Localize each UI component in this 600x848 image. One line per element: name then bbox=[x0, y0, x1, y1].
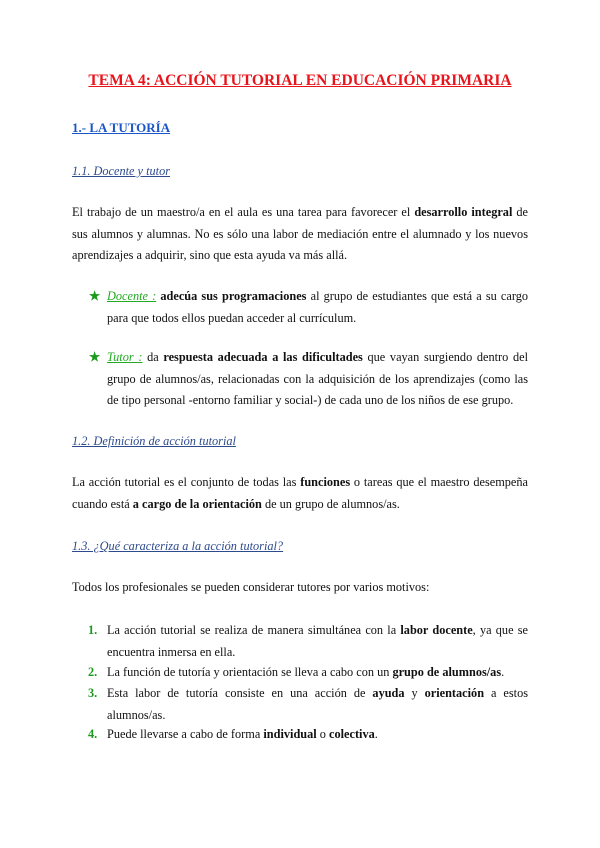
text: y bbox=[404, 686, 425, 700]
text: , ya que se encuentra inmersa en ella. bbox=[107, 623, 528, 659]
bold-text: ayuda bbox=[372, 686, 405, 700]
text: Esta labor de tutoría consiste en una acción de bbox=[107, 686, 373, 700]
list-number: 1. bbox=[88, 623, 98, 637]
bold-text: orientación bbox=[424, 686, 485, 700]
text: La función de tutoría y orientación se lleva a cabo con un bbox=[107, 665, 393, 679]
list-item bbox=[107, 620, 528, 663]
star-bullet-icon: ★ bbox=[89, 350, 101, 364]
text: Todos los profesionales se pueden considerar tutores por varios motivos: bbox=[72, 580, 430, 594]
subheading-caracteriza: 1.3. ¿Qué caracteriza a la acción tutorial? bbox=[72, 539, 284, 553]
bold-text: colectiva bbox=[329, 727, 375, 741]
text: o tareas que el maestro desempeña cuando está bbox=[72, 475, 528, 511]
text: La acción tutorial se realiza de manera simultánea con la bbox=[107, 623, 401, 637]
bold-text: funciones bbox=[300, 475, 351, 489]
text: . bbox=[374, 727, 378, 741]
bold-text: grupo de alumnos/as bbox=[392, 665, 502, 679]
text: al grupo de estudiantes que está a su cargo para que todos ellos puedan acceder al currículum. bbox=[107, 289, 528, 325]
text: . bbox=[501, 665, 505, 679]
bold-text: respuesta adecuada a las dificultades bbox=[163, 350, 363, 364]
list-number: 4. bbox=[88, 727, 98, 741]
bullet-text bbox=[107, 289, 528, 325]
bullet-label: Docente : bbox=[107, 289, 157, 303]
subheading-docente-tutor: 1.1. Docente y tutor bbox=[72, 164, 171, 178]
bold-text: individual bbox=[263, 727, 317, 741]
bold-text: desarrollo integral bbox=[414, 205, 513, 219]
text: o bbox=[316, 727, 329, 741]
text: Puede llevarse a cabo de forma bbox=[107, 727, 264, 741]
section-heading-tutoria: 1.- LA TUTORÍA bbox=[72, 120, 171, 135]
subheading-definicion: 1.2. Definición de acción tutorial bbox=[72, 434, 236, 448]
text: El trabajo de un maestro/a en el aula es una tarea para favorecer el bbox=[72, 205, 415, 219]
text: La acción tutorial es el conjunto de todas las bbox=[72, 475, 301, 489]
bullet-docente bbox=[107, 286, 528, 329]
text: de un grupo de alumnos/as. bbox=[261, 496, 400, 511]
paragraph-intro bbox=[72, 202, 528, 267]
bold-text: labor docente bbox=[400, 623, 473, 637]
list-number: 2. bbox=[88, 665, 98, 679]
text: da bbox=[142, 350, 164, 364]
bold-text: adecúa sus programaciones bbox=[160, 289, 307, 303]
star-bullet-icon: ★ bbox=[89, 289, 101, 303]
list-item bbox=[107, 662, 528, 684]
bold-text: a cargo de la orientación bbox=[132, 496, 262, 511]
text: a estos alumnos/as. bbox=[107, 686, 529, 722]
document-title: TEMA 4: ACCIÓN TUTORIAL EN EDUCACIÓN PRIMARIA bbox=[88, 72, 512, 89]
list-item bbox=[107, 683, 528, 726]
list-number: 3. bbox=[88, 686, 98, 700]
paragraph-motivos bbox=[72, 577, 528, 599]
text: de sus alumnos y alumnas. No es sólo una labor de mediación entre el alumnado y los nuevos aprendizajes a adquirir, sino que esta ayuda va más allá. bbox=[72, 205, 528, 262]
bullet-label: Tutor : bbox=[107, 350, 143, 364]
list-item bbox=[107, 724, 528, 746]
text: que vayan surgiendo dentro del grupo de alumnos/as, relacionadas con la adquisición de los aprendizajes (como las de tipo personal -entorno familiar y social-) de cada uno de los niños de ese grupo. bbox=[107, 350, 528, 407]
bullet-tutor bbox=[107, 347, 528, 412]
bullet-text bbox=[107, 350, 528, 407]
paragraph-definicion bbox=[72, 472, 528, 515]
